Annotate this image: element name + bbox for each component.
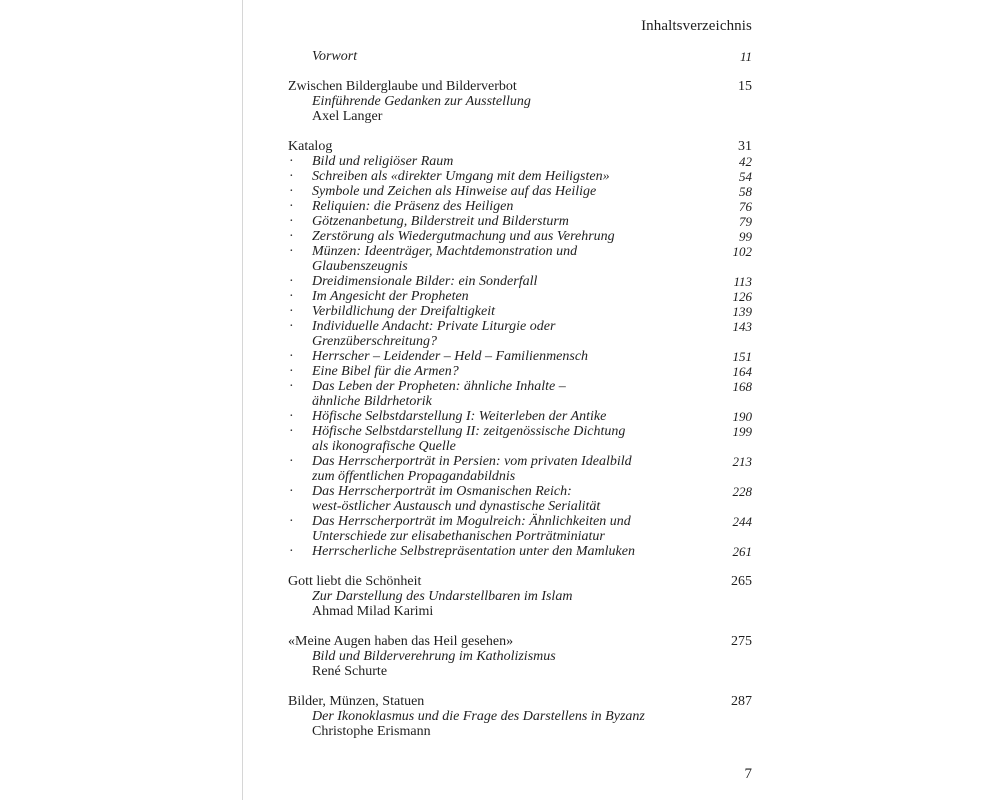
katalog-item bbox=[288, 364, 752, 379]
toc-essay-author-row bbox=[288, 109, 752, 124]
toc-essay-author: Christophe Erismann bbox=[312, 724, 431, 739]
katalog-item-title: Herrscher – Leidender – Held – Familienmensch bbox=[312, 349, 589, 364]
katalog-item-page: 54 bbox=[739, 169, 752, 184]
katalog-item-title: zum öffentlichen Propagandabildnis bbox=[312, 469, 516, 484]
katalog-item-title: Höfische Selbstdarstellung I: Weiterleben der Antike bbox=[312, 409, 607, 424]
katalog-item-continuation bbox=[288, 334, 752, 349]
running-head: Inhaltsverzeichnis bbox=[641, 18, 752, 34]
bullet-marker: · bbox=[289, 379, 294, 394]
katalog-item-title: ähnliche Bildrhetorik bbox=[312, 394, 432, 409]
toc-essay-page: 15 bbox=[738, 79, 752, 94]
toc-essay-author: René Schurte bbox=[312, 664, 388, 679]
katalog-item-page: 190 bbox=[732, 409, 752, 424]
katalog-item-page: 76 bbox=[739, 199, 752, 214]
katalog-item-continuation bbox=[288, 499, 752, 514]
katalog-item-page: 99 bbox=[739, 229, 752, 244]
katalog-item-page: 113 bbox=[733, 274, 752, 289]
katalog-item-title: Münzen: Ideenträger, Machtdemonstration und bbox=[312, 244, 578, 259]
bullet-marker: · bbox=[289, 349, 294, 364]
katalog-item-title: Unterschiede zur elisabethanischen Porträtminiatur bbox=[312, 529, 605, 544]
toc-entry-page: 11 bbox=[739, 49, 752, 64]
katalog-item-page: 143 bbox=[732, 319, 752, 334]
katalog-item-title: Das Herrscherporträt in Persien: vom privaten Idealbild bbox=[312, 454, 632, 469]
katalog-item-title: Dreidimensionale Bilder: ein Sonderfall bbox=[312, 274, 538, 289]
bullet-marker: · bbox=[289, 454, 294, 469]
toc-essay-subtitle-row bbox=[288, 94, 752, 109]
bullet-marker: · bbox=[289, 229, 294, 244]
bullet-marker: · bbox=[289, 544, 294, 559]
toc-katalog-title: Katalog bbox=[288, 139, 333, 154]
katalog-item bbox=[288, 424, 752, 439]
katalog-item bbox=[288, 154, 752, 169]
katalog-item-page: 151 bbox=[732, 349, 752, 364]
katalog-item-continuation bbox=[288, 469, 752, 484]
katalog-item-title: Eine Bibel für die Armen? bbox=[312, 364, 459, 379]
katalog-item-page: 261 bbox=[732, 544, 752, 559]
katalog-item-title: Im Angesicht der Propheten bbox=[312, 289, 469, 304]
katalog-item-page: 244 bbox=[732, 514, 752, 529]
katalog-item bbox=[288, 229, 752, 244]
katalog-item-page: 58 bbox=[739, 184, 752, 199]
toc-essay-author-row bbox=[288, 604, 752, 619]
katalog-item-continuation bbox=[288, 394, 752, 409]
bullet-marker: · bbox=[289, 409, 294, 424]
toc-essay-author: Axel Langer bbox=[312, 109, 383, 124]
toc-essay-subtitle: Der Ikonoklasmus und die Frage des Darstellens in Byzanz bbox=[312, 709, 645, 724]
katalog-item bbox=[288, 349, 752, 364]
toc-essay-author: Ahmad Milad Karimi bbox=[312, 604, 434, 619]
toc-essay-title-row bbox=[288, 634, 752, 649]
toc-entry-vorwort bbox=[288, 49, 752, 64]
katalog-item-title: Schreiben als «direkter Umgang mit dem Heiligsten» bbox=[312, 169, 610, 184]
katalog-item-title: Höfische Selbstdarstellung II: zeitgenössische Dichtung bbox=[312, 424, 626, 439]
toc-essay-subtitle-row bbox=[288, 709, 752, 724]
katalog-item-title: Verbildlichung der Dreifaltigkeit bbox=[312, 304, 496, 319]
bullet-marker: · bbox=[289, 289, 294, 304]
toc-entry-title: Vorwort bbox=[312, 49, 358, 64]
katalog-item bbox=[288, 409, 752, 424]
toc-essay-subtitle: Zur Darstellung des Undarstellbaren im Islam bbox=[312, 589, 573, 604]
toc-essay-page: 265 bbox=[731, 574, 752, 589]
bullet-marker: · bbox=[289, 199, 294, 214]
toc-essay-subtitle-row bbox=[288, 589, 752, 604]
katalog-item-title: Das Herrscherporträt im Osmanischen Reich: bbox=[312, 484, 572, 499]
katalog-item-page: 126 bbox=[732, 289, 752, 304]
katalog-item-title: Glaubenszeugnis bbox=[312, 259, 408, 274]
katalog-item bbox=[288, 169, 752, 184]
toc-essay-subtitle: Einführende Gedanken zur Ausstellung bbox=[312, 94, 531, 109]
katalog-item-title: Symbole und Zeichen als Hinweise auf das Heilige bbox=[312, 184, 597, 199]
katalog-item-title: Bild und religiöser Raum bbox=[312, 154, 454, 169]
katalog-item bbox=[288, 379, 752, 394]
bullet-marker: · bbox=[289, 154, 294, 169]
toc-essay-subtitle: Bild und Bilderverehrung im Katholizismus bbox=[312, 649, 556, 664]
bullet-marker: · bbox=[289, 364, 294, 379]
katalog-item bbox=[288, 544, 752, 559]
katalog-item bbox=[288, 289, 752, 304]
katalog-item-page: 213 bbox=[732, 454, 752, 469]
toc-essay-title-row bbox=[288, 574, 752, 589]
katalog-item-page: 228 bbox=[732, 484, 752, 499]
katalog-item-title: Reliquien: die Präsenz des Heiligen bbox=[312, 199, 514, 214]
katalog-item bbox=[288, 199, 752, 214]
bullet-marker: · bbox=[289, 169, 294, 184]
toc-essay-title: Bilder, Münzen, Statuen bbox=[288, 694, 425, 709]
toc-essay-title: «Meine Augen haben das Heil gesehen» bbox=[288, 634, 514, 649]
katalog-item-continuation bbox=[288, 529, 752, 544]
katalog-item-page: 42 bbox=[739, 154, 752, 169]
katalog-item-title: Das Leben der Propheten: ähnliche Inhalte – bbox=[312, 379, 566, 394]
katalog-item-page: 102 bbox=[732, 244, 752, 259]
katalog-item-title: Herrscherliche Selbstrepräsentation unter den Mamluken bbox=[312, 544, 635, 559]
katalog-item-continuation bbox=[288, 439, 752, 454]
katalog-item-title: Individuelle Andacht: Private Liturgie oder bbox=[312, 319, 556, 334]
katalog-item bbox=[288, 514, 752, 529]
toc-essay-title-row bbox=[288, 694, 752, 709]
katalog-item bbox=[288, 304, 752, 319]
toc-essay-title: Gott liebt die Schönheit bbox=[288, 574, 422, 589]
bullet-marker: · bbox=[289, 274, 294, 289]
katalog-item-page: 79 bbox=[739, 214, 752, 229]
toc-essay-author-row bbox=[288, 724, 752, 739]
toc-essay-page: 275 bbox=[731, 634, 752, 649]
katalog-item-page: 139 bbox=[732, 304, 752, 319]
bullet-marker: · bbox=[289, 514, 294, 529]
toc-essay-page: 287 bbox=[731, 694, 752, 709]
katalog-item-title: Zerstörung als Wiedergutmachung und aus Verehrung bbox=[312, 229, 615, 244]
gutter-rule bbox=[242, 0, 243, 800]
bullet-marker: · bbox=[289, 184, 294, 199]
katalog-item-title: Grenzüberschreitung? bbox=[312, 334, 437, 349]
toc-essay-title-row bbox=[288, 79, 752, 94]
page-number: 7 bbox=[744, 766, 752, 782]
table-of-contents bbox=[288, 49, 752, 739]
katalog-item bbox=[288, 454, 752, 469]
toc-katalog-title-row bbox=[288, 139, 752, 154]
katalog-item-title: Götzenanbetung, Bilderstreit und Bildersturm bbox=[312, 214, 569, 229]
katalog-item-page: 199 bbox=[732, 424, 752, 439]
bullet-marker: · bbox=[289, 304, 294, 319]
toc-essay-subtitle-row bbox=[288, 649, 752, 664]
katalog-item-continuation bbox=[288, 259, 752, 274]
katalog-item-title: west-östlicher Austausch und dynastische Serialität bbox=[312, 499, 601, 514]
bullet-marker: · bbox=[289, 484, 294, 499]
bullet-marker: · bbox=[289, 319, 294, 334]
katalog-item bbox=[288, 274, 752, 289]
toc-essay-title: Zwischen Bilderglaube und Bilderverbot bbox=[288, 79, 517, 94]
katalog-item bbox=[288, 214, 752, 229]
katalog-item bbox=[288, 319, 752, 334]
katalog-item-title: Das Herrscherporträt im Mogulreich: Ähnlichkeiten und bbox=[312, 514, 631, 529]
bullet-marker: · bbox=[289, 424, 294, 439]
katalog-item-title: als ikonografische Quelle bbox=[312, 439, 456, 454]
bullet-marker: · bbox=[289, 244, 294, 259]
bullet-marker: · bbox=[289, 214, 294, 229]
katalog-item-page: 168 bbox=[732, 379, 752, 394]
katalog-item-page: 164 bbox=[732, 364, 752, 379]
katalog-item bbox=[288, 484, 752, 499]
katalog-item bbox=[288, 244, 752, 259]
katalog-items-list bbox=[288, 154, 752, 559]
toc-essay-author-row bbox=[288, 664, 752, 679]
katalog-item bbox=[288, 184, 752, 199]
toc-katalog-page: 31 bbox=[738, 139, 752, 154]
